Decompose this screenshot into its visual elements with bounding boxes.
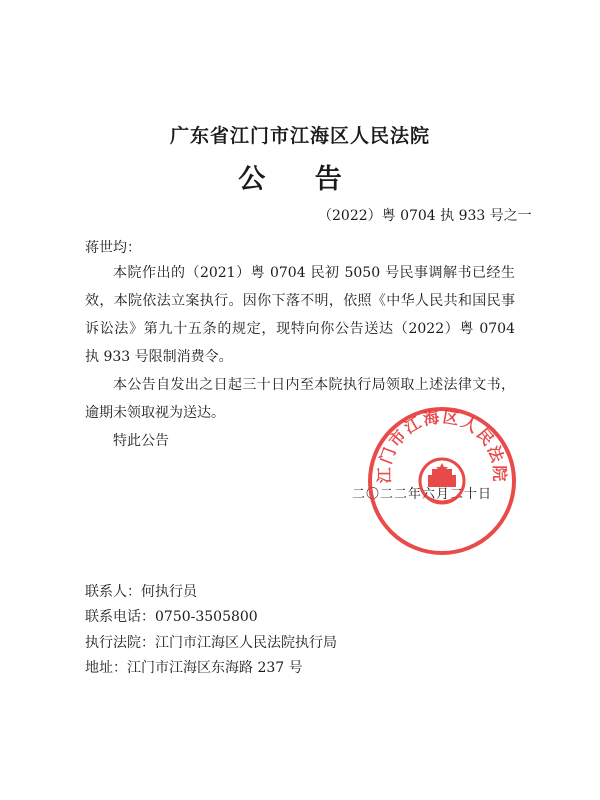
address-line xyxy=(85,657,303,677)
body-paragraph-2: 本公告自发出之日起三十日内至本院执行局领取上述法律文书，逾期未领取视为送达。 xyxy=(85,377,515,421)
contact-person-label: 联系人： xyxy=(85,584,141,600)
contact-phone-label: 联系电话： xyxy=(85,609,155,625)
svg-text:江门市江海区人民法院: 江门市江海区人民法院 xyxy=(374,407,510,484)
executing-court-label: 执行法院： xyxy=(85,635,155,651)
contact-phone-value: 0750-3505800 xyxy=(155,609,258,625)
executing-court-line xyxy=(85,632,337,652)
address-value: 江门市江海区东海路 237 号 xyxy=(127,660,303,676)
closing-phrase: 特此公告 xyxy=(113,433,169,449)
body-paragraph-1: 本院作出的（2021）粤 0704 民初 5050 号民事调解书已经生效，本院依法立案执行。因你下落不明，依照《中华人民共和国民事诉讼法》第九十五条的规定，现特向你公告送达（2022）粤 0704 执 933 号限制消费令。 xyxy=(85,265,515,365)
contact-phone-line xyxy=(85,606,258,626)
case-number: （2022）粤 0704 执 933 号之一 xyxy=(318,208,532,224)
issue-date: 二〇二二年六月二十日 xyxy=(352,487,493,502)
contact-person-value: 何执行员 xyxy=(141,584,197,600)
address-label: 地址： xyxy=(85,660,127,676)
executing-court-value: 江门市江海区人民法院执行局 xyxy=(155,635,337,651)
document-title: 公 告 xyxy=(238,164,362,195)
court-name-heading: 广东省江门市江海区人民法院 xyxy=(169,125,430,147)
court-seal-icon xyxy=(366,405,518,557)
contact-person-line xyxy=(85,581,197,601)
addressee: 蒋世均： xyxy=(85,240,141,256)
